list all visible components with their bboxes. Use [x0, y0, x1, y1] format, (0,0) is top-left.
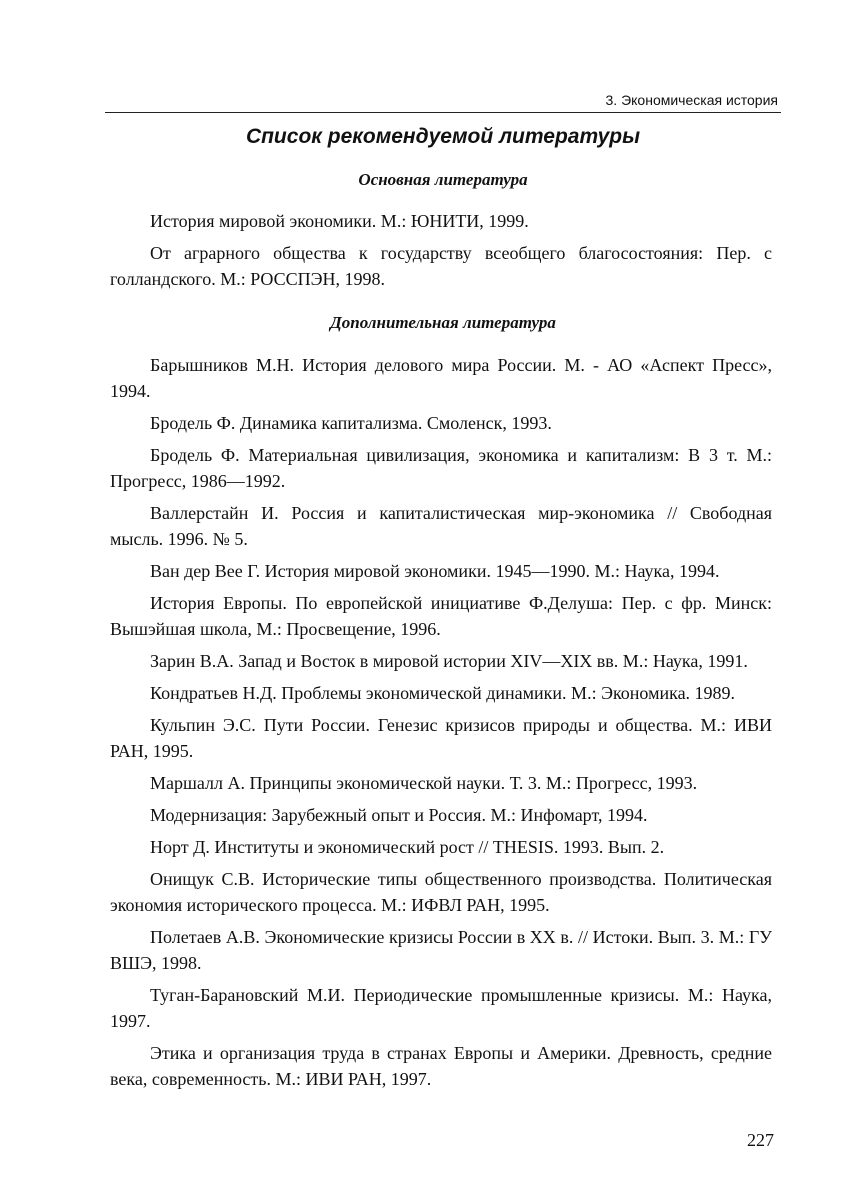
section-heading-main: Основная литература	[358, 170, 528, 189]
list-item: Ван дер Вее Г. История мировой экономики. 1945—1990. М.: Наука, 1994.	[150, 561, 720, 581]
list-item: Валлерстайн И. Россия и капиталистическая мир-экономика // Свободная мысль. 1996. № 5.	[110, 503, 772, 549]
list-item: От аграрного общества к государству всеобщего благосостояния: Пер. с голландского. М.: РОССПЭН, 1998.	[110, 243, 772, 289]
running-head: 3. Экономическая история	[605, 92, 778, 108]
list-item: Бродель Ф. Материальная цивилизация, экономика и капитализм: В 3 т. М.: Прогресс, 1986—1992.	[110, 445, 772, 491]
page-number: 227	[747, 1130, 774, 1150]
header-rule	[105, 112, 781, 113]
list-item: Зарин В.А. Запад и Восток в мировой истории XIV—XIX вв. М.: Наука, 1991.	[150, 651, 748, 671]
page-title: Список рекомендуемой литературы	[245, 125, 641, 148]
list-item: Модернизация: Зарубежный опыт и Россия. М.: Инфомарт, 1994.	[150, 805, 648, 825]
list-item: История Европы. По европейской инициативе Ф.Делуша: Пер. с фр. Минск: Вышэйшая школа, М.: Просвещение, 1996.	[110, 593, 772, 639]
list-item: Бродель Ф. Динамика капитализма. Смоленск, 1993.	[150, 413, 552, 433]
list-item: Полетаев А.В. Экономические кризисы России в XX в. // Истоки. Вып. 3. М.: ГУ ВШЭ, 1998.	[110, 927, 772, 973]
list-item: Барышников М.Н. История делового мира России. М. - АО «Аспект Пресс», 1994.	[110, 355, 772, 401]
list-item: История мировой экономики. М.: ЮНИТИ, 1999.	[150, 211, 529, 231]
additional-literature-list	[110, 352, 772, 1098]
main-literature-list	[110, 208, 772, 298]
list-item: Кондратьев Н.Д. Проблемы экономической динамики. М.: Экономика. 1989.	[150, 683, 736, 703]
list-item: Кульпин Э.С. Пути России. Генезис кризисов природы и общества. М.: ИВИ РАН, 1995.	[110, 715, 772, 761]
list-item: Маршалл А. Принципы экономической науки. Т. 3. М.: Прогресс, 1993.	[150, 773, 698, 793]
list-item: Этика и организация труда в странах Европы и Америки. Древность, средние века, современность. М.: ИВИ РАН, 1997.	[110, 1043, 772, 1089]
list-item: Норт Д. Институты и экономический рост // THESIS. 1993. Вып. 2.	[150, 837, 665, 857]
section-heading-additional: Дополнительная литература	[330, 313, 556, 332]
list-item: Туган-Барановский М.И. Периодические промышленные кризисы. М.: Наука, 1997.	[110, 985, 772, 1031]
list-item: Онищук С.В. Исторические типы общественного производства. Политическая экономия исторического процесса. М.: ИФВЛ РАН, 1995.	[110, 869, 772, 915]
